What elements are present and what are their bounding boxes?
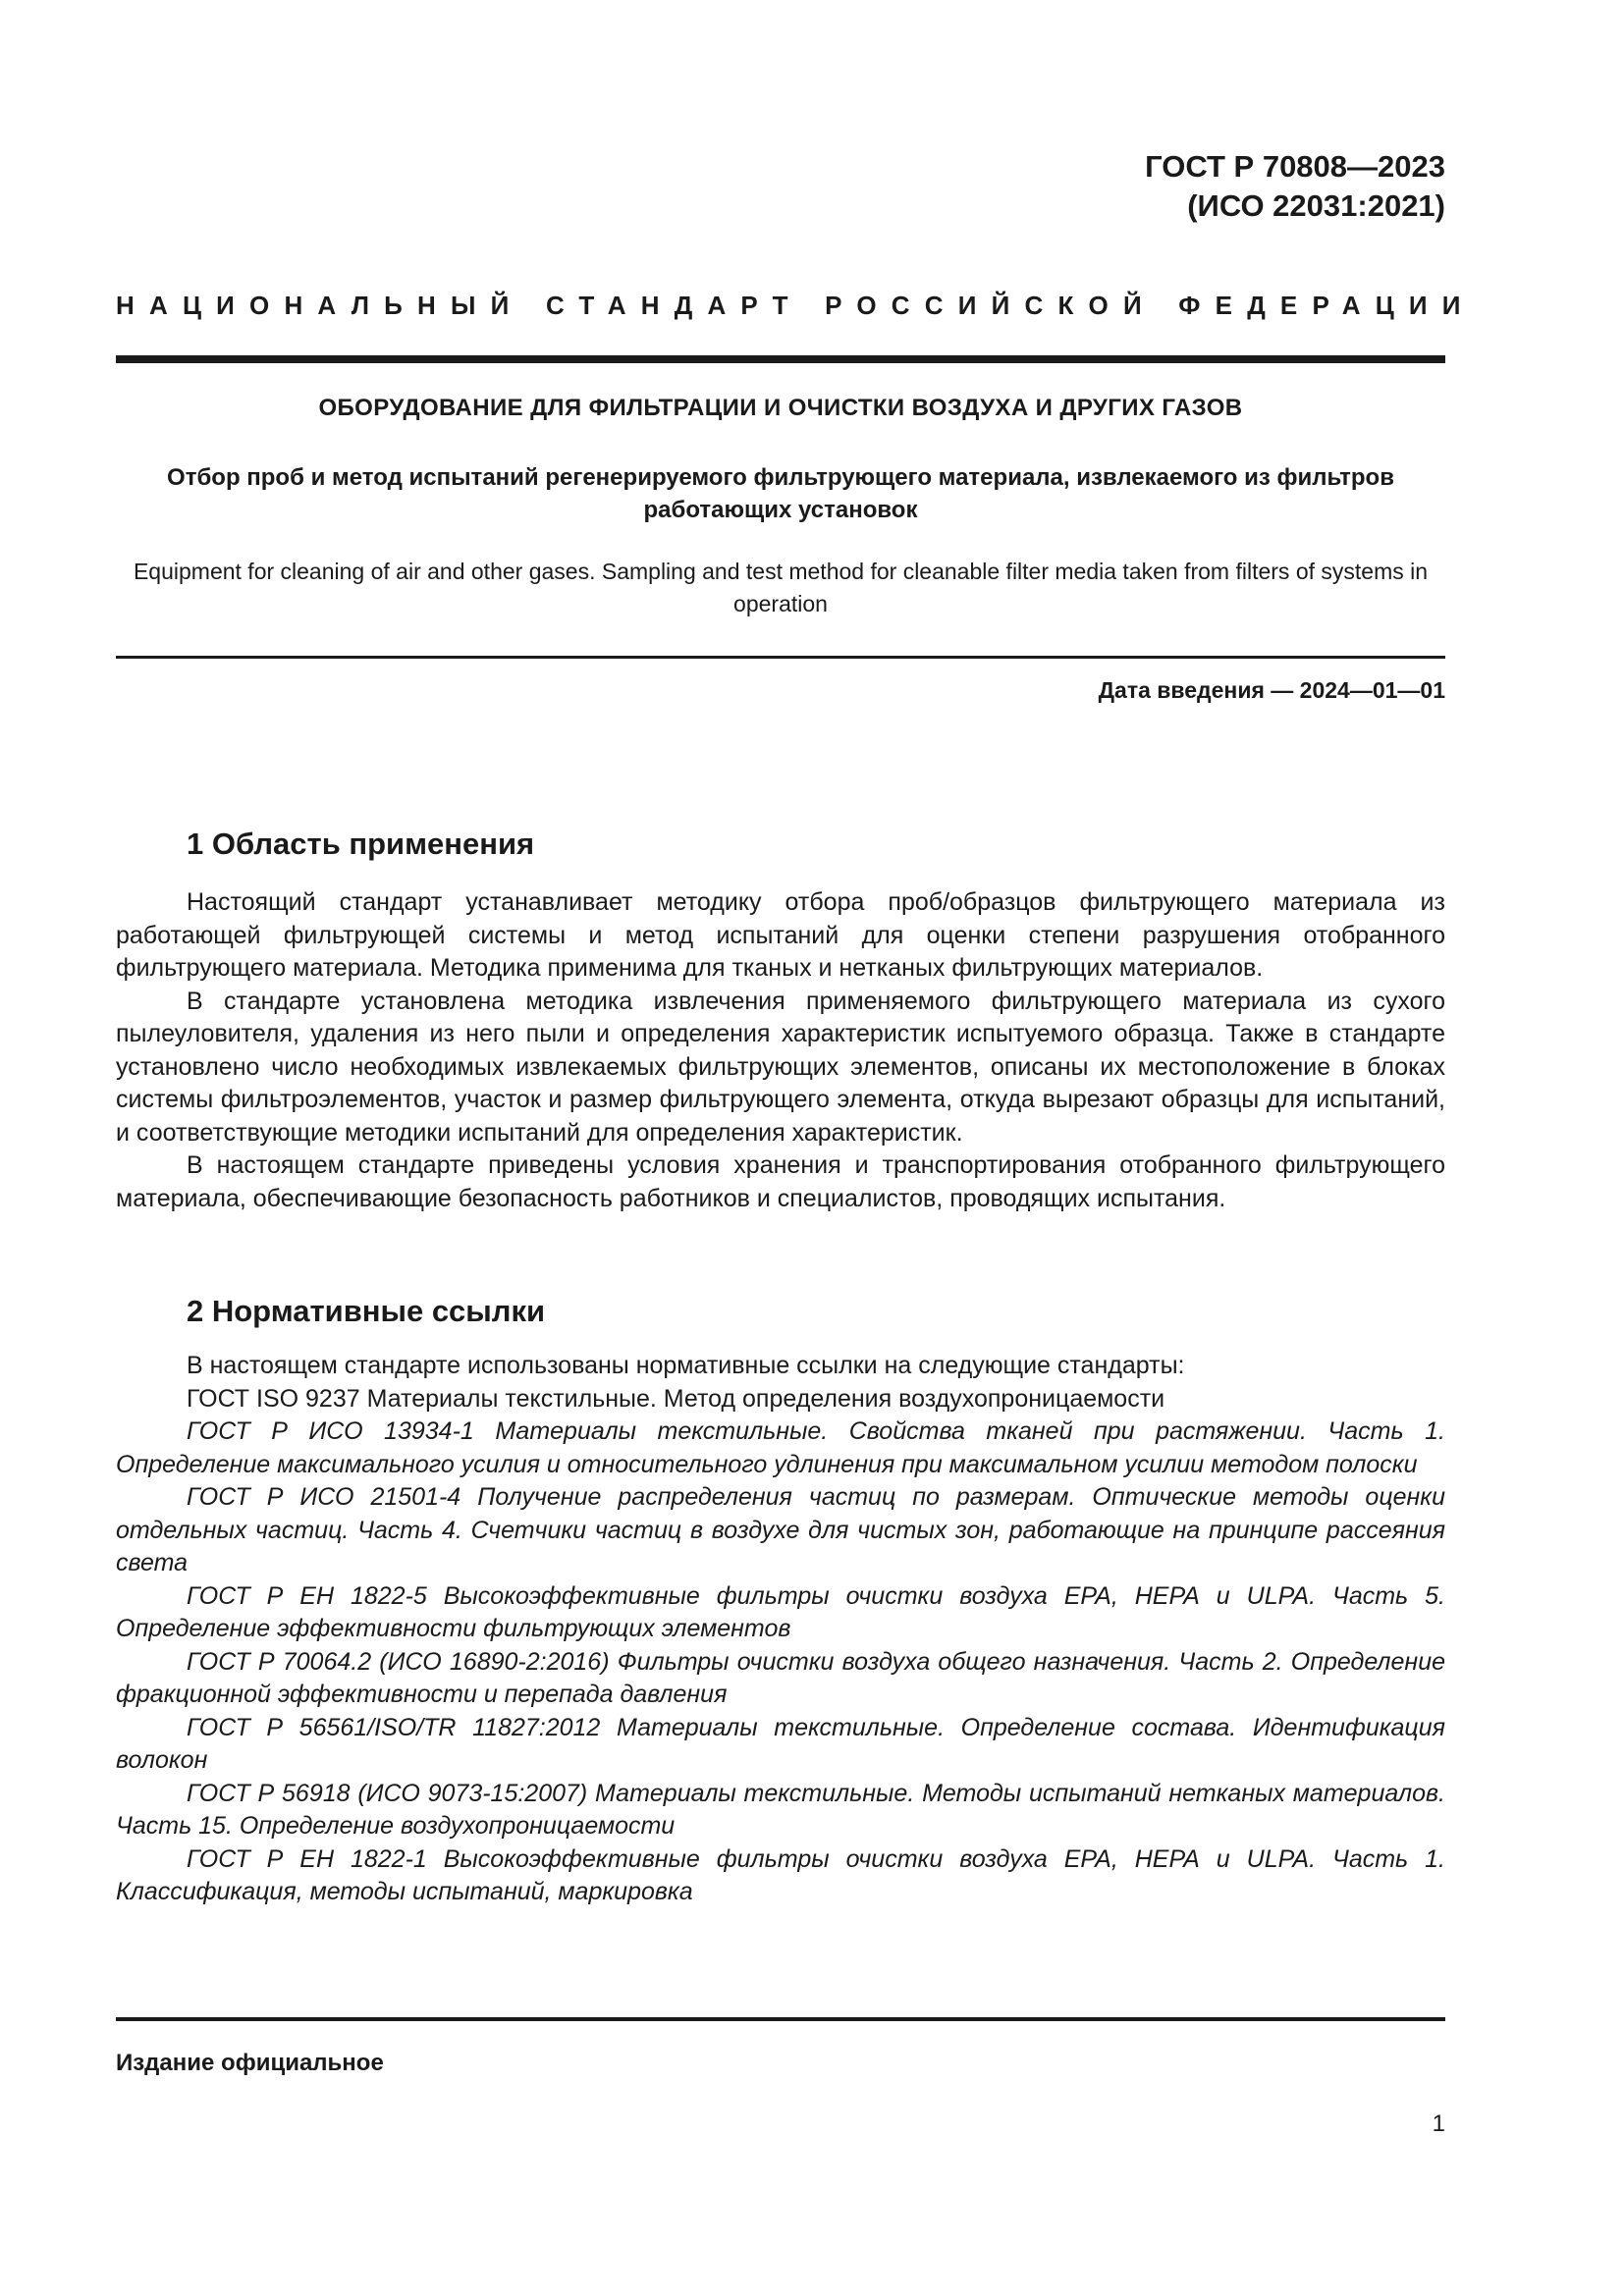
- reference-item: ГОСТ Р 56918 (ИСО 9073-15:2007) Материалы текстильные. Методы испытаний нетканых материалов. Часть 15. Определение воздухопроницаемости: [116, 1779, 1445, 1840]
- scope-paragraph: В стандарте установлена методика извлечения применяемого фильтрующего материала из сухого пылеуловителя, удаления из него пыли и определения характеристик испытуемого образца. Также в стандарте установлено число необходимых извлекаемых фильтрующих элементов, описаны их местоположение в блоках системы фильтроэлементов, участок и размер фильтрующего элемента, откуда вырезают образцы для испытаний, и соответствующие методики испытаний для определения характеристик.: [116, 987, 1445, 1147]
- document-subtitle: Отбор проб и метод испытаний регенерируемого фильтрующего материала, извлекаемого из фильтров работающих установок: [167, 464, 1394, 523]
- footer-divider: [116, 2017, 1445, 2021]
- references-intro: В настоящем стандарте использованы нормативные ссылки на следующие стандарты:: [187, 1352, 1185, 1379]
- scope-paragraph: Настоящий стандарт устанавливает методику отбора проб/образцов фильтрующего материала из работающей фильтрующей системы и метод испытаний для оценки степени разрушения отобранного фильтрующего материала. Методика применима для тканых и нетканых фильтрующих материалов.: [116, 888, 1445, 982]
- reference-item: ГОСТ Р ИСО 21501-4 Получение распределения частиц по размерам. Оптические методы оценки отдельных частиц. Часть 4. Счетчики частиц в воздухе для чистых зон, работающие на принципе рассеяния света: [116, 1483, 1445, 1576]
- page-number: 1: [1432, 2110, 1445, 2137]
- introduction-date: Дата введения — 2024—01—01: [1098, 677, 1445, 703]
- reference-item: ГОСТ Р ЕН 1822-1 Высокоэффективные фильтры очистки воздуха ЕРА, НЕРА и ULPA. Часть 1. Классификация, методы испытаний, маркировка: [116, 1844, 1445, 1905]
- header-divider: [116, 355, 1445, 363]
- section-heading-normative-references: 2 Нормативные ссылки: [187, 1294, 546, 1328]
- reference-item: ГОСТ Р 70064.2 (ИСО 16890-2:2016) Фильтры очистки воздуха общего назначения. Часть 2. Определение фракционной эффективности и перепада давления: [116, 1647, 1445, 1708]
- national-standard-banner: НАЦИОНАЛЬНЫЙ СТАНДАРТ РОССИЙСКОЙ ФЕДЕРАЦИИ: [116, 291, 1476, 320]
- english-title: Equipment for cleaning of air and other gases. Sampling and test method for cleanable filter media taken from filters of systems in operation: [133, 559, 1429, 616]
- reference-item: ГОСТ Р ЕН 1822-5 Высокоэффективные фильтры очистки воздуха ЕРА, НЕРА и ULPA. Часть 5. Определение эффективности фильтрующих элементов: [116, 1581, 1445, 1642]
- section-scope-body: [116, 886, 1445, 1215]
- reference-item: ГОСТ ISO 9237 Материалы текстильные. Метод определения воздухопроницаемости: [187, 1384, 1165, 1413]
- section-heading-scope: 1 Область применения: [187, 827, 535, 861]
- section-references-body: [116, 1350, 1445, 1909]
- reference-item: ГОСТ Р ИСО 13934-1 Материалы текстильные. Свойства тканей при растяжении. Часть 1. Определение максимального усилия и относительного удлинения при максимальном усилии методом полоски: [116, 1417, 1445, 1478]
- document-title: ОБОРУДОВАНИЕ ДЛЯ ФИЛЬТРАЦИИ И ОЧИСТКИ ВОЗДУХА И ДРУГИХ ГАЗОВ: [318, 395, 1243, 421]
- scope-paragraph: В настоящем стандарте приведены условия хранения и транспортирования отобранного фильтрующего материала, обеспечивающие безопасность работников и специалистов, проводящих испытания.: [116, 1151, 1445, 1212]
- reference-item: ГОСТ Р 56561/ISO/TR 11827:2012 Материалы текстильные. Определение состава. Идентификация волокон: [116, 1713, 1445, 1774]
- iso-number: (ИСО 22031:2021): [1187, 188, 1445, 223]
- official-edition-label: Издание официальное: [116, 2050, 384, 2076]
- gost-number: ГОСТ Р 70808—2023: [1145, 149, 1445, 184]
- standard-designation: [1145, 147, 1445, 226]
- title-divider: [116, 656, 1445, 659]
